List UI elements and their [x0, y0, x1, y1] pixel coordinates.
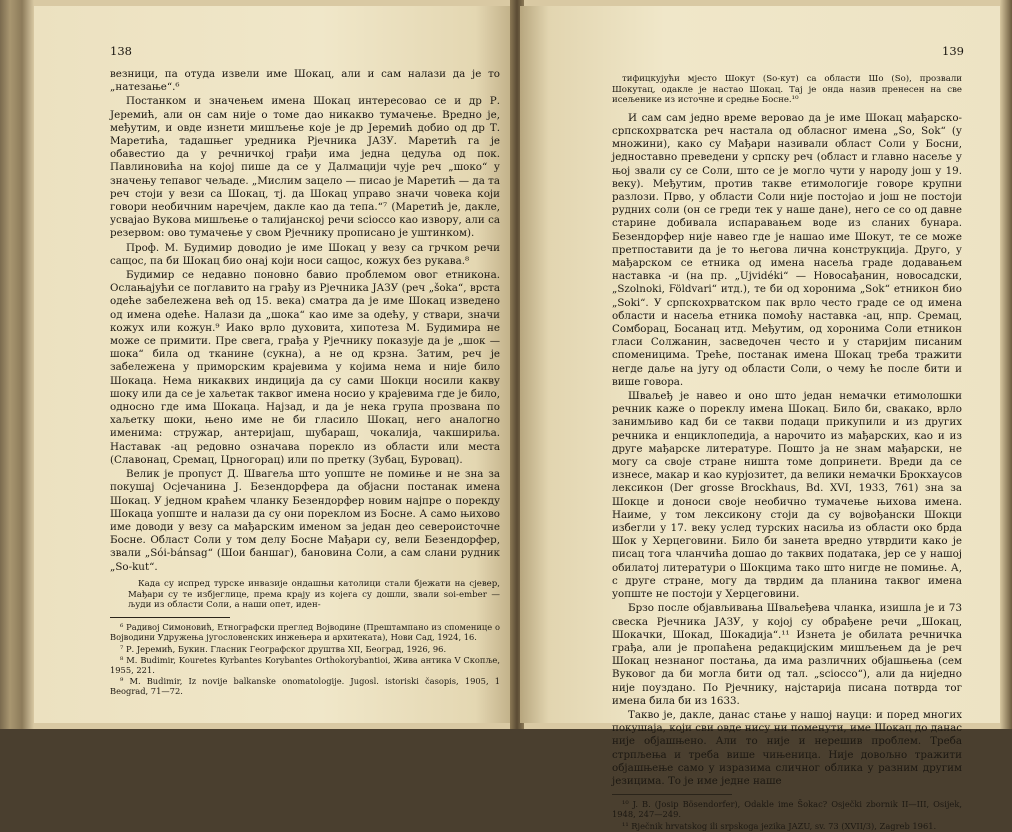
footnote: ⁶ Радивој Симоновић, Етнографски преглед Војводине (Прештампано из споменице о Војводини Удружења југословенских инжењера и архитеката), Нови Сад, 1924, 16.: [110, 622, 500, 643]
block-quote: тифицкујући мјесто Шокут (So-кут) са области Шо (So), прозвали Шокутац, одакле је настао Шокац. Тај је онда назив пренесен на све исељенике из источне и средње Босне.¹⁰: [612, 74, 962, 106]
paragraph: Будимир се недавно поновно бавио проблемом овог етникона. Ослањајући се поглавито на грађу из Рјечника ЈАЗУ (реч „šoka“, врста одеће забележена већ од 15. века) сматра да је име Шокац изведено од имена одеће. Налази да „шока“ као име за одећу, у ствари, значи кожух или кожун.⁹ Иако врло духовита, хипотеза М. Будимира не може се примити. Пре свега, грађа у Рјечнику показује да је „шок — шока“ била од тканине (сукна), а не од крзна. Затим, реч је забележена у приморским крајевима у којима нема и није било Шокаца. Нема никаквих индиција да су сами Шокци носили какву шоку или да се је хаљетак таквог имена носио у крајевима где је било, односно где има Шокаца. Најзад, и да је нека група прозвана по хаљетку шоки, њено име не би гласило Шокац, него аналогно именима: стружар, антеријаш, шубараш, чокалија, чакшириља. Наставак -ац редовно означава порекло из области или места (Славонац, Сремац, Црногорац) или по претку (Зубац, Буровац).: [110, 269, 500, 466]
footnote-divider: [110, 617, 230, 618]
left-page: [34, 6, 514, 723]
footnote: ⁹ M. Budimir, Iz novije balkanske onomatologije. Jugosl. istoriski časopis, 1905, 1 Beograd, 71—72.: [110, 676, 500, 697]
left-page-body: [110, 68, 500, 698]
footnote-divider: [612, 794, 732, 795]
footnote: ¹¹ Rječnik hrvatskog ili srpskoga jezika JAZU, sv. 73 (XVII/3), Zagreb 1961.: [622, 820, 937, 831]
page-number-right: 139: [942, 44, 964, 58]
page-number-left: 138: [110, 44, 132, 58]
paragraph: Велик је пропуст Д. Швагеља што уопште не помиње и не зна за покушај Осјечанина Ј. Безендорфера да објасни постанак имена Шокац. У једном краћем чланку Безендорфер новим најпре о порекду Шокаца уопште и налази да су они пореклом из Босне. А само њихово име доводи у везу са мађарским именом за један део североисточне Босне. Област Соли у том делу Босне Мађари су, вели Безендорфер, звали „Sói-bánsag“ (Шои баншаг), бановина Соли, а сам слани рудник „So-kut“.: [110, 468, 500, 573]
block-quote: Када су испред турске инвазије ондашњи католици стали бјежати на сјевер, Мађари су те избјеглице, према крају из којега су дошли, звали soi-ember — људи из области Соли, а наши опет, иден-: [128, 578, 500, 611]
paragraph: Такво је, дакле, данас стање у нашој науци: и поред многих покушаја, који сви овде нису ни поменути, име Шокац до данас није објашњено. Али то није и нерешив проблем. Треба стрпљења и треба више чињеница. Није довољно тражити објашњење само у изразима сличног облика у разним другим језицима. То је име једне наше: [612, 708, 962, 787]
footnote: ⁷ Р. Јеремић, Букин. Гласник Географског друштва XII, Београд, 1926, 96.: [120, 643, 447, 654]
right-page: [520, 6, 1002, 831]
paragraph: везници, па отуда извели име Шокац, али и сам налази да је то „натезање“.⁶: [110, 68, 500, 94]
paragraph: Проф. М. Будимир доводио је име Шокац у везу са грчком речи сащос, па би Шокац био онај који носи сащос, кожух без рукава.⁸: [110, 241, 500, 267]
paragraph: Брзо после објављивања Шваљеђева чланка, изишла је и 73 свеска Рјечника ЈАЗУ, у којој су обрађене речи „Шокац, Шокачки, Шокад, Шокадија“.¹¹ Изнета је обилата речничка грађа, али је пропаћена редакцијским мишљењем да је реч Шокац незнаног постања, да има различних објашњења (сем Вуковог да би могла бити од тал. „sciocco“), али да ниједно није поуздано. По Рјечнику, најстарија писана потврда тог имена била би из 1633.: [612, 602, 962, 707]
paragraph: Постанком и значењем имена Шокац интересовао се и др Р. Јеремић, али он сам није о томе дао никакво тумачење. Вредно је, међутим, и овде изнети мишљење које је др Јеремић добио од др Т. Маретића, тадашњег уредника Рјечника ЈАЗУ. Маретић га је обавестио да у речничкој грађи има једна цедуља од пок. Павлиновића на којој пише да се у Далмацији чује реч „шоко“ у значењу тепавог чељаде. „Мислим зацело — писао је Маретић — да та реч стоји у вези са Шокац, тј. да Шокац управо значи човека који говори необичним наречјем, дакле као да тепа.“⁷ (Маретић је, дакле, усвајао Вукова мишљење о талијанској речи sciocco као извору, али са резервом: ово тумачење у свом Рјечнику прописано је уштинком).: [110, 95, 500, 240]
book-edge: [1000, 0, 1012, 729]
footnote: ¹⁰ J. B. (Josip Bösendorfer), Odakle ime Šokac? Osječki zbornik II—III, Osijek, 1948, 247—249.: [612, 799, 962, 820]
footnote: ⁸ M. Budimir, Kouretes Kyrbantes Korybantes Orthokorybantioi, Жива антика V Скопље, 1955, 221.: [110, 654, 500, 675]
paragraph: Шваљеђ је навео и оно што један немачки етимолошки речник каже о пореклу имена Шокац. Било би, свакако, врло занимљиво кад би се такви подаци прикупили и из других речника и енциклопедија, а нарочито из мађарских, као и из друге мађарске литературе. Пошто ја не знам мађарски, не могу са своје стране ништа томе допринети. Вреди да се изнесе, макар и као курјозитет, да велики немачки Брокхаусов лексикон (Der grosse Brockhaus, Bd. XVI, 1933, 761) зна за Шокце и доноси своје необично тумачење њихова имена. Наиме, у том лексикону стоји да су војвођански Шокци избегли у 17. веку услед турских насиља из области око брда Шок у Херцеговини. Било би занета вредно утврдити како је писац тога чланчића дошао до таквих података, јер се у нашој обилатој литератури о Шокцима тако што нигде не помиње. А, с друге стране, могу да тврдим да планина таквог имена уопште не постоји у Херцеговини.: [612, 390, 962, 601]
paragraph: И сам сам једно време веровао да је име Шокац мађарско-српскохрватска реч настала од обласног имена „So, Sok“ (у множини), како су Мађари називали област Соли у Босни, једноставно преведени у српску реч (област и главно насеље у њој звали су се Соли, што се је могло чути у народу још у 19. веку). Међутим, против такве етимологије говоре крупни разлози. Прво, у области Соли није постојао и још не постоји рудних соли (он се греди тек у наше дане), него се со од давне старине добивала испаравањем воде из сланих бунара. Безендорфер није навео где је нашао име Шокут, те се може претпоставити да је то његова лична конструкција. Друго, у мађарском се етника од имена насеља граде додавањем наставка -и (на пр. „Ujvidéki“ — Новосађанин, новосадски, „Szolnoki, Földvari“ итд.), те би од хоронима „Sok“ етникон био „Soki“. У српскохрватском пак врло често граде се од имена области и насеља етника помоћу наставка -ац, нпр. Сремац, Сомборац, Босанац итд. Међутим, од хоронима Соли етникон гласи Солжанин, засведочен често и у старијим писаним споменицима. Треће, постанак имена Шокац треба тражити негде даље на југу од области Соли, о чему ће после бити и више говора.: [612, 111, 962, 388]
right-page-body: [612, 74, 962, 832]
